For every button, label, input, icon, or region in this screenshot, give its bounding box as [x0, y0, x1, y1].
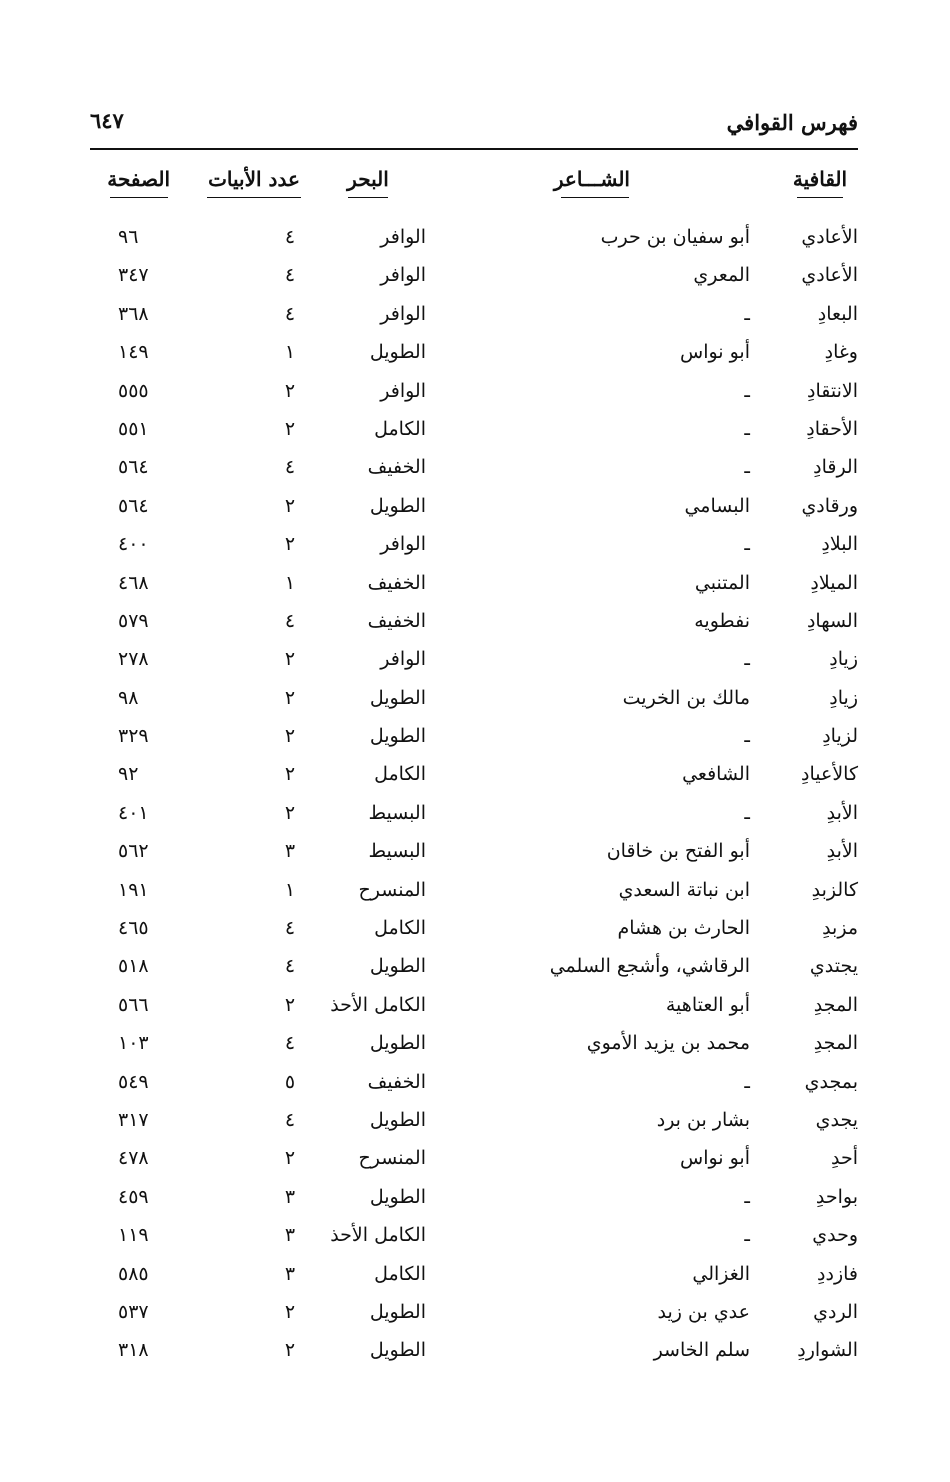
verse-count-cell: ٤ — [284, 955, 296, 978]
poet-cell: الغزالي — [692, 1262, 750, 1285]
poet-cell: ـ — [744, 648, 750, 671]
qafiya-cell: الأعادي — [801, 264, 858, 287]
table-row — [0, 1180, 950, 1218]
page-cell: ٤٠٠ — [118, 533, 149, 556]
page-cell: ١١٩ — [118, 1224, 149, 1247]
table-row — [0, 258, 950, 296]
table-row — [0, 412, 950, 450]
meter-cell: الوافر — [380, 648, 426, 671]
verse-count-cell: ٢ — [284, 725, 296, 748]
verse-count-cell: ١ — [284, 341, 296, 364]
qafiya-cell: الأعادي — [801, 226, 858, 248]
meter-cell: الخفيف — [367, 571, 426, 594]
meter-cell: الوافر — [380, 264, 426, 287]
poet-cell: أبو الفتح بن خاقان — [606, 840, 750, 863]
qafiya-cell: السهادِ — [806, 609, 858, 632]
table-row — [0, 1218, 950, 1256]
table-row — [0, 949, 950, 987]
meter-cell: الكامل الأحذ — [330, 993, 426, 1016]
qafiya-cell: الردي — [813, 1300, 858, 1323]
page-cell: ٣٢٩ — [118, 725, 149, 748]
page-cell: ١٤٩ — [118, 341, 149, 364]
page-cell: ٥٦٤ — [118, 494, 149, 517]
qafiya-cell: كالأعيادِ — [801, 763, 858, 786]
table-row — [0, 297, 950, 335]
verse-count-cell: ٢ — [284, 417, 296, 440]
qafiya-cell: وحدي — [812, 1224, 858, 1247]
column-header-bahr-label: البحر — [347, 167, 389, 191]
meter-cell: الوافر — [380, 379, 426, 402]
verse-count-cell: ٢ — [284, 993, 296, 1016]
meter-cell: الكامل — [374, 1262, 426, 1285]
page-cell: ٩٢ — [118, 763, 139, 786]
poet-cell: ـ — [744, 302, 750, 325]
verse-count-cell: ٤ — [284, 1032, 296, 1055]
verse-count-cell: ٤ — [284, 302, 296, 325]
qafiya-cell: يجدي — [815, 1108, 858, 1131]
column-header-bahr — [346, 167, 390, 198]
table-row — [0, 1141, 950, 1179]
poet-cell: الحارث بن هشام — [617, 917, 750, 940]
qafiya-cell: الشواردِ — [797, 1339, 858, 1362]
verse-count-cell: ٣ — [284, 1262, 296, 1285]
meter-cell: الطويل — [369, 1339, 426, 1362]
qafiya-cell: فازددِ — [817, 1262, 858, 1285]
meter-cell: الطويل — [369, 955, 426, 978]
meter-cell: الطويل — [369, 494, 426, 517]
verse-count-cell: ٤ — [284, 609, 296, 632]
meter-cell: الطويل — [369, 1185, 426, 1208]
meter-cell: الكامل الأحذ — [330, 1224, 426, 1247]
table-row — [0, 450, 950, 488]
page-cell: ١٠٣ — [118, 1032, 149, 1055]
page-cell: ٣١٨ — [118, 1339, 149, 1362]
verse-count-cell: ٤ — [284, 917, 296, 940]
page-cell: ٣٦٨ — [118, 302, 149, 325]
page-cell: ٥٥١ — [118, 417, 149, 440]
page-cell: ٣٤٧ — [118, 264, 149, 287]
qafiya-cell: يجتدي — [809, 955, 858, 978]
meter-cell: الطويل — [369, 725, 426, 748]
verse-count-cell: ٢ — [284, 801, 296, 824]
verse-count-cell: ٢ — [284, 686, 296, 709]
meter-cell: الوافر — [380, 302, 426, 325]
meter-cell: المنسرح — [358, 1147, 426, 1170]
poet-cell: أبو نواس — [680, 341, 750, 364]
poet-cell: سلم الخاسر — [653, 1339, 750, 1362]
poet-cell: ـ — [744, 417, 750, 440]
meter-cell: الخفيف — [367, 609, 426, 632]
page-cell: ٥٧٩ — [118, 609, 149, 632]
qafiya-cell: زيادِ — [829, 686, 858, 709]
page-cell: ١٩١ — [118, 878, 149, 901]
table-row — [0, 873, 950, 911]
verse-count-cell: ٤ — [284, 456, 296, 479]
page-cell: ٥٦٦ — [118, 993, 149, 1016]
meter-cell: الكامل — [374, 917, 426, 940]
qafiya-cell: البلادِ — [821, 533, 858, 556]
meter-cell: الخفيف — [367, 456, 426, 479]
table-row — [0, 988, 950, 1026]
column-underline — [348, 197, 388, 198]
meter-cell: الطويل — [369, 341, 426, 364]
column-header-count — [204, 167, 304, 198]
table-row — [0, 681, 950, 719]
verse-count-cell: ٣ — [284, 1224, 296, 1247]
table-row — [0, 834, 950, 872]
meter-cell: الكامل — [374, 417, 426, 440]
poet-cell: أبو العتاهية — [665, 993, 750, 1016]
qafiya-cell: الانتقادِ — [807, 379, 858, 402]
table-row — [0, 527, 950, 565]
column-header-shaer — [553, 167, 630, 198]
verse-count-cell: ٣ — [284, 1185, 296, 1208]
running-title: فهرس القوافي — [726, 110, 858, 135]
poet-cell: ـ — [744, 1185, 750, 1208]
poet-cell: الشافعي — [682, 763, 750, 786]
poet-cell: ـ — [744, 456, 750, 479]
verse-count-cell: ٢ — [284, 648, 296, 671]
poet-cell: الرقاشي، وأشجع السلمي — [549, 955, 750, 978]
column-header-qafiya — [782, 167, 858, 198]
poet-cell: المعري — [693, 264, 750, 287]
poet-cell: ـ — [744, 1070, 750, 1093]
table-row — [0, 796, 950, 834]
column-header-page — [108, 167, 170, 198]
column-header-qafiya-label: القافية — [792, 167, 848, 191]
verse-count-cell: ٢ — [284, 1339, 296, 1362]
page-cell: ٤٥٩ — [118, 1185, 149, 1208]
verse-count-cell: ١ — [284, 571, 296, 594]
meter-cell: الوافر — [380, 226, 426, 248]
verse-count-cell: ٥ — [284, 1070, 296, 1093]
qafiya-cell: مزبدِ — [822, 917, 858, 940]
column-header-count-label: عدد الأبيات — [208, 167, 300, 191]
page-cell: ٤٦٨ — [118, 571, 149, 594]
poet-cell: نفطويه — [694, 609, 750, 632]
meter-cell: الكامل — [374, 763, 426, 786]
meter-cell: البسيط — [368, 840, 426, 863]
page-cell: ٢٧٨ — [118, 648, 149, 671]
table-row — [0, 374, 950, 412]
column-underline — [110, 197, 168, 198]
poet-cell: ـ — [744, 801, 750, 824]
table-row — [0, 642, 950, 680]
qafiya-cell: زيادِ — [829, 648, 858, 671]
verse-count-cell: ٤ — [284, 264, 296, 287]
poet-cell: محمد بن يزيد الأموي — [586, 1032, 750, 1055]
column-underline — [797, 197, 843, 198]
page-cell: ٥٤٩ — [118, 1070, 149, 1093]
table-row — [0, 1026, 950, 1064]
verse-count-cell: ٢ — [284, 379, 296, 402]
page-cell: ٥٥٥ — [118, 379, 149, 402]
poet-cell: ـ — [744, 725, 750, 748]
verse-count-cell: ٢ — [284, 1147, 296, 1170]
qafiya-cell: لزيادِ — [822, 725, 858, 748]
page-number: ٦٤٧ — [90, 108, 124, 133]
table-row — [0, 335, 950, 373]
poet-cell: ـ — [744, 379, 750, 402]
poet-cell: بشار بن برد — [656, 1108, 750, 1131]
page-cell: ٥٦٢ — [118, 840, 149, 863]
meter-cell: الطويل — [369, 1300, 426, 1323]
qafiya-cell: الأحقادِ — [806, 417, 858, 440]
page-cell: ٥٣٧ — [118, 1300, 149, 1323]
page-cell: ٩٨ — [118, 686, 139, 709]
table-row — [0, 1257, 950, 1295]
table-row — [0, 1065, 950, 1103]
column-header-page-label: الصفحة — [107, 167, 170, 191]
qafiya-cell: كالزبدِ — [811, 878, 858, 901]
meter-cell: الوافر — [380, 533, 426, 556]
qafiya-cell: بواحدِ — [815, 1185, 858, 1208]
page-cell: ٤٦٥ — [118, 917, 149, 940]
poet-cell: المتنبي — [694, 571, 750, 594]
poet-cell: أبو نواس — [680, 1147, 750, 1170]
verse-count-cell: ٤ — [284, 226, 296, 248]
meter-cell: الطويل — [369, 686, 426, 709]
qafiya-cell: البعادِ — [817, 302, 858, 325]
qafiya-cell: الميلادِ — [810, 571, 858, 594]
index-table — [0, 220, 950, 1372]
qafiya-cell: وغادِ — [824, 341, 858, 364]
table-row — [0, 220, 950, 258]
table-row — [0, 719, 950, 757]
meter-cell: الطويل — [369, 1032, 426, 1055]
qafiya-cell: المجدِ — [813, 1032, 858, 1055]
qafiya-cell: ورقادي — [801, 494, 858, 517]
qafiya-cell: الأبدِ — [826, 840, 858, 863]
page-cell: ٤٠١ — [118, 801, 149, 824]
table-row — [0, 1333, 950, 1371]
page-cell: ٩٦ — [118, 226, 139, 248]
verse-count-cell: ١ — [284, 878, 296, 901]
table-row — [0, 566, 950, 604]
poet-cell: مالك بن الخريت — [622, 686, 750, 709]
table-row — [0, 911, 950, 949]
verse-count-cell: ٢ — [284, 533, 296, 556]
meter-cell: الطويل — [369, 1108, 426, 1131]
column-underline — [561, 197, 629, 198]
meter-cell: الخفيف — [367, 1070, 426, 1093]
poet-cell: ـ — [744, 533, 750, 556]
page-cell: ٣١٧ — [118, 1108, 149, 1131]
verse-count-cell: ٣ — [284, 840, 296, 863]
table-row — [0, 489, 950, 527]
qafiya-cell: الرقادِ — [813, 456, 858, 479]
verse-count-cell: ٤ — [284, 1108, 296, 1131]
verse-count-cell: ٢ — [284, 494, 296, 517]
page-cell: ٥٦٤ — [118, 456, 149, 479]
page-cell: ٤٧٨ — [118, 1147, 149, 1170]
qafiya-cell: بمجدي — [804, 1070, 858, 1093]
poet-cell: عدي بن زيد — [657, 1300, 750, 1323]
poet-cell: ابن نباتة السعدي — [618, 878, 750, 901]
qafiya-cell: الأبدِ — [826, 801, 858, 824]
qafiya-cell: أحدِ — [831, 1147, 858, 1170]
table-row — [0, 604, 950, 642]
header-rule — [90, 148, 858, 150]
table-row — [0, 1103, 950, 1141]
meter-cell: البسيط — [368, 801, 426, 824]
qafiya-cell: المجدِ — [813, 993, 858, 1016]
column-underline — [207, 197, 301, 198]
page-cell: ٥٨٥ — [118, 1262, 149, 1285]
page-cell: ٥١٨ — [118, 955, 149, 978]
table-row — [0, 757, 950, 795]
column-header-shaer-label: الشـــاعر — [553, 167, 630, 191]
poet-cell: أبو سفيان بن حرب — [600, 226, 750, 248]
poet-cell: ـ — [744, 1224, 750, 1247]
poet-cell: البسامي — [684, 494, 750, 517]
verse-count-cell: ٢ — [284, 763, 296, 786]
table-row — [0, 1295, 950, 1333]
meter-cell: المنسرح — [358, 878, 426, 901]
verse-count-cell: ٢ — [284, 1300, 296, 1323]
